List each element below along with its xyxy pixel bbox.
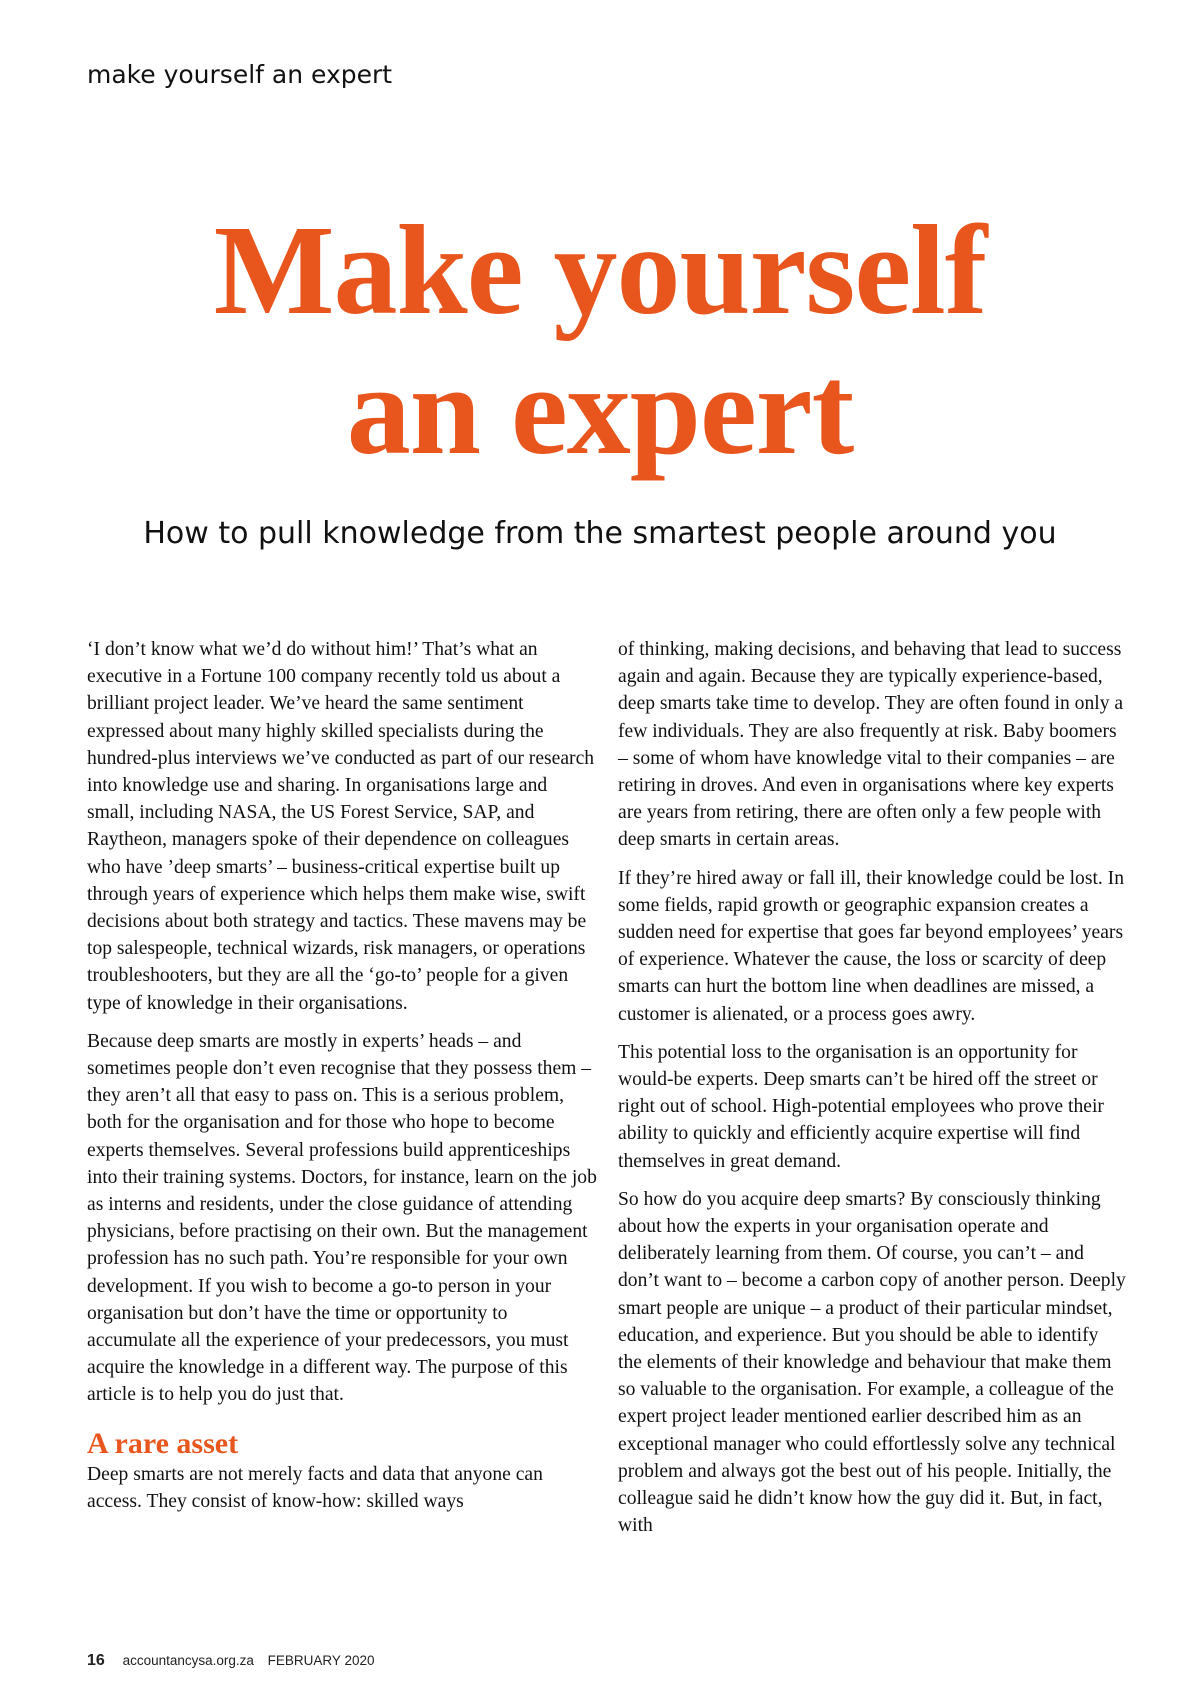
paragraph: Deep smarts are not merely facts and data that anyone can access. They consist of know-how: skilled ways xyxy=(87,1463,543,1512)
paragraph: ‘I don’t know what we’d do without him!’ That’s what an executive in a Fortune 100 company recently told us about a brilliant project leader. We’ve heard the same sentiment expressed about many highly skilled specialists during the hundred-plus interviews we’ve conducted as part of our research into knowledge use and sharing. In organisations large and small, including NASA, the US Forest Service, SAP, and Raytheon, managers spoke of their dependence on colleagues who have ’deep smarts’ – business-critical expertise built up through years of experience which helps them make wise, swift decisions about both strategy and tactics. These mavens may be top salespeople, technical wizards, risk managers, or operations troubleshooters, but they are all the ‘go-to’ people for a given type of knowledge in their organisations. xyxy=(87,639,595,1014)
article-title xyxy=(0,200,1200,480)
paragraph: If they’re hired away or fall ill, their knowledge could be lost. In some fields, rapid growth or geographic expansion creates a sudden need for expertise that goes far beyond employees’ years of experience. Whatever the cause, the loss or scarcity of deep smarts can hurt the bottom line when deadlines are missed, a customer is alienated, or a process goes awry. xyxy=(618,867,1125,1025)
paragraph: of thinking, making decisions, and behaving that lead to success again and again. Because they are typically experience-based, deep smarts take time to develop. They are often found in only a few individuals. They are also frequently at risk. Baby boomers – some of whom have knowledge vital to their companies – are retiring in droves. And even in organisations where key experts are years from retiring, there are often only a few people with deep smarts in certain areas. xyxy=(618,639,1124,851)
paragraph: This potential loss to the organisation is an opportunity for would-be experts. Deep smarts can’t be hired off the street or right out of school. High-potential employees who prove their ability to quickly and efficiently acquire expertise will find themselves in great demand. xyxy=(618,1041,1104,1172)
article-subtitle: How to pull knowledge from the smartest people around you xyxy=(143,516,1057,551)
subheading: A rare asset xyxy=(87,1426,239,1460)
issue-date: FEBRUARY 2020 xyxy=(267,1653,375,1668)
page-number: 16 xyxy=(87,1652,105,1669)
website-link[interactable]: accountancysa.org.za xyxy=(122,1653,254,1668)
title-line-1: Make yourself xyxy=(213,199,987,341)
page-footer xyxy=(87,1652,374,1670)
title-line-2: an expert xyxy=(346,339,854,481)
section-label: make yourself an expert xyxy=(87,60,393,89)
right-column xyxy=(618,636,1126,1551)
paragraph: Because deep smarts are mostly in experts’ heads – and sometimes people don’t even recognise that they possess them – they aren’t all that easy to pass on. This is a serious problem, both for the organisation and for those who hope to become experts themselves. Several professions build apprenticeships into their training systems. Doctors, for instance, learn on the job as interns and residents, under the close guidance of attending physicians, before practising on their own. But the management profession has no such path. You’re responsible for your own development. If you wish to become a go-to person in your organisation but don’t have the time or opportunity to accumulate all the experience of your predecessors, you must acquire the knowledge in a different way. The purpose of this article is to help you do just that. xyxy=(87,1030,597,1406)
paragraph: So how do you acquire deep smarts? By consciously thinking about how the experts in your organisation operate and deliberately learning from them. Of course, you can’t – and don’t want to – become a carbon copy of another person. Deeply smart people are unique – a product of their particular mindset, education, and experience. But you should be able to identify the elements of their knowledge and behaviour that make them so valuable to the organisation. For example, a colleague of the expert project leader mentioned earlier described him as an exceptional manager who could effortlessly solve any technical problem and always got the best out of his people. Initially, the colleague said he didn’t know how the guy did it. But, in fact, with xyxy=(618,1188,1126,1537)
left-column xyxy=(87,636,597,1526)
